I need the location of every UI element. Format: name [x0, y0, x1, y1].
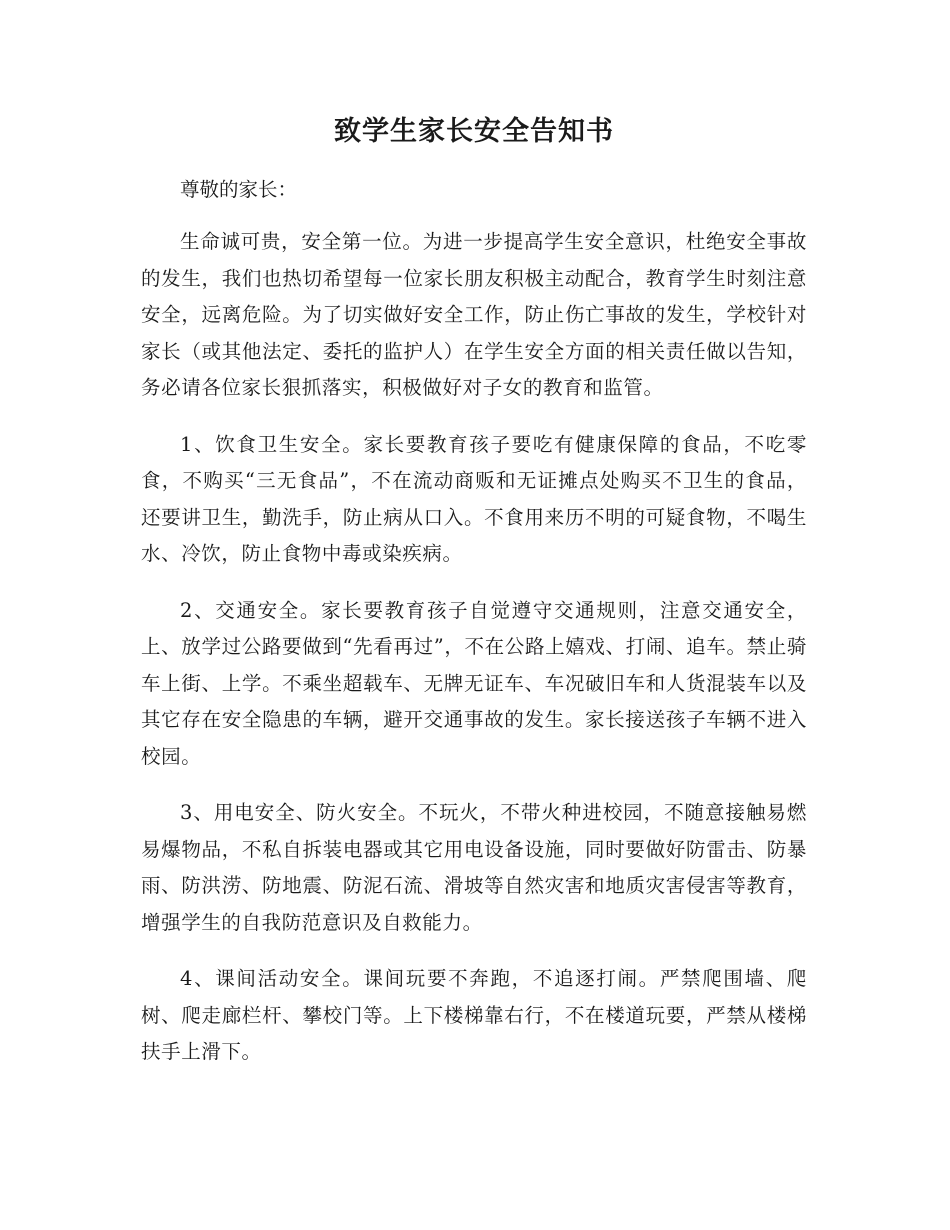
paragraph-traffic-safety: 2、交通安全。家长要教育孩子自觉遵守交通规则，注意交通安全，上、放学过公路要做到“先看再过”，不在公路上嬉戏、打闹、追车。禁止骑车上街、上学。不乘坐超载车、无牌无证车、车况破旧车和人货混装车以及其它存在安全隐患的车辆，避开交通事故的发生。家长接送孩子车辆不进入校园。 [141, 598, 807, 768]
document-title: 致学生家长安全告知书 [334, 116, 614, 147]
paragraph-intro: 生命诚可贵，安全第一位。为进一步提高学生安全意识，杜绝安全事故的发生，我们也热切希望每一位家长朋友积极主动配合，教育学生时刻注意安全，远离危险。为了切实做好安全工作，防止伤亡事故的发生，学校针对家长（或其他法定、委托的监护人）在学生安全方面的相关责任做以告知，务必请各位家长狠抓落实，积极做好对子女的教育和监管。 [141, 230, 807, 399]
document-page [141, 112, 807, 1091]
paragraph-recess-safety: 4、课间活动安全。课间玩要不奔跑，不追逐打闹。严禁爬围墙、爬树、爬走廊栏杆、攀校门等。上下楼梯靠右行，不在楼道玩要，严禁从楼梯扶手上滑下。 [141, 967, 807, 1063]
paragraph-food-safety: 1、饮食卫生安全。家长要教育孩子要吃有健康保障的食品，不吃零食，不购买“三无食品”，不在流动商贩和无证摊点处购买不卫生的食品， 还要讲卫生，勤洗手，防止病从口入。不食用来历不明的可疑食物，不喝生水、冷饮，防止食物中毒或染疾病。 [141, 432, 807, 565]
paragraph-electric-fire-safety: 3、用电安全、防火安全。不玩火，不带火种进校园，不随意接触易燃易爆物品，不私自拆装电器或其它用电设备设施，同时要做好防雷击、防暴雨、防洪涝、防地震、防泥石流、滑坡等自然灾害和地质灾害侵害等教育，增强学生的自我防范意识及自救能力。 [141, 801, 807, 934]
salutation: 尊敬的家长： [180, 178, 298, 201]
